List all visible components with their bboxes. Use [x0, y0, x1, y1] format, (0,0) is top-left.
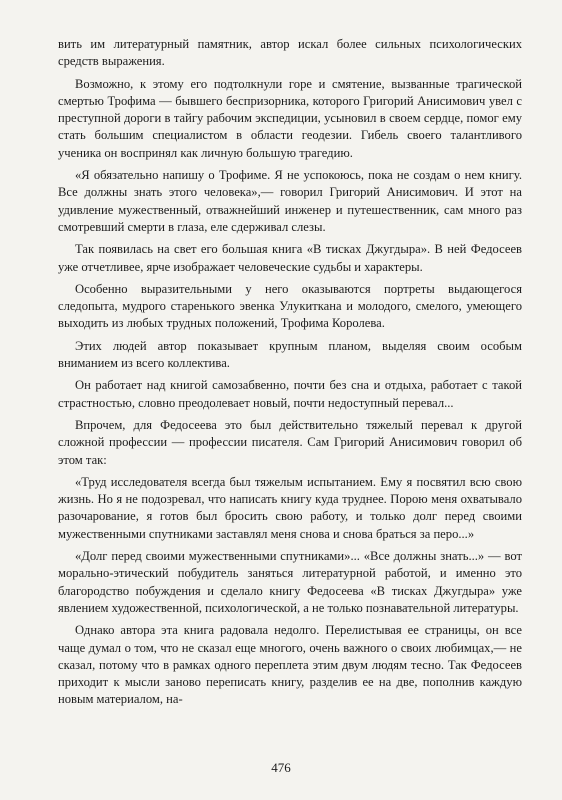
paragraph-10: «Долг перед своими мужественными спутниками»... «Все должны знать...» — вот морально-этический побудитель заняться литературной работой, и именно это благородство побуждения и сделало книгу Федосеева «В тисках Джугдыра» уже явлением художественной, психологической, а не только познавательной литературы.: [58, 549, 522, 615]
paragraph-8: Впрочем, для Федосеева это был действительно тяжелый перевал к другой сложной профессии — профессии писателя. Сам Григорий Анисимович говорил об этом так:: [58, 417, 522, 467]
page-number: 476: [271, 760, 291, 775]
paragraph-5: Особенно выразительными у него оказываются портреты выдающегося следопыта, мудрого старенького эвенка Улукиткана и молодого, смелого, умеющего выходить из любых трудных положений, Трофима Королева.: [58, 281, 522, 331]
paragraph-9: «Труд исследователя всегда был тяжелым испытанием. Ему я посвятил всю свою жизнь. Но я не подозревал, что написать книгу куда труднее. Порою меня охватывало разочарование, я готов был бросить свою работу, и только долг перед своими мужественными спутниками заставлял меня снова и снова браться за перо...»: [58, 474, 522, 541]
paragraph-11: Однако автора эта книга радовала недолго. Перелистывая ее страницы, он все чаще думал о том, что не сказал еще многого, очень важного о своих любимцах,— не сказал, потому что в рамках одного переплета этим двум людям тесно. Так Федосеев приходит к мысли заново переписать книгу, разделив ее на две, пополнив каждую новым материалом, на-: [58, 623, 522, 707]
paragraph-3: «Я обязательно напишу о Трофиме. Я не успокоюсь, пока не создам о нем книгу. Все должны знать этого человека»,— говорил Григорий Анисимович. И этот на удивление мужественный, отважнейший инженер и путешественник, сам много раз смотревший смерти в глаза, еле сдерживал слезы.: [58, 168, 522, 234]
paragraph-2: Возможно, к этому его подтолкнули горе и смятение, вызванные трагической смертью Трофима — бывшего беспризорника, которого Григорий Анисимович увел с преступной дороги в тайгу рабочим экспедиции, усыновил в своем сердце, помог ему стать большим специалистом в области геодезии. Гибель своего талантливого ученика он воспринял как личную большую трагедию.: [58, 76, 522, 160]
paragraph-4: Так появилась на свет его большая книга «В тисках Джугдыра». В ней Федосеев уже отчетливее, ярче изображает человеческие судьбы и характеры.: [58, 242, 522, 274]
paragraph-7: Он работает над книгой самозабвенно, почти без сна и отдыха, работает с такой страстностью, словно преодолевает новый, почти недоступный перевал...: [58, 378, 522, 410]
paragraph-6: Этих людей автор показывает крупным планом, выделяя своим особым вниманием из всего коллектива.: [58, 338, 522, 371]
page-body: [58, 36, 522, 714]
paragraph-1: вить им литературный памятник, автор искал более сильных психологических средств выражения.: [58, 37, 522, 69]
